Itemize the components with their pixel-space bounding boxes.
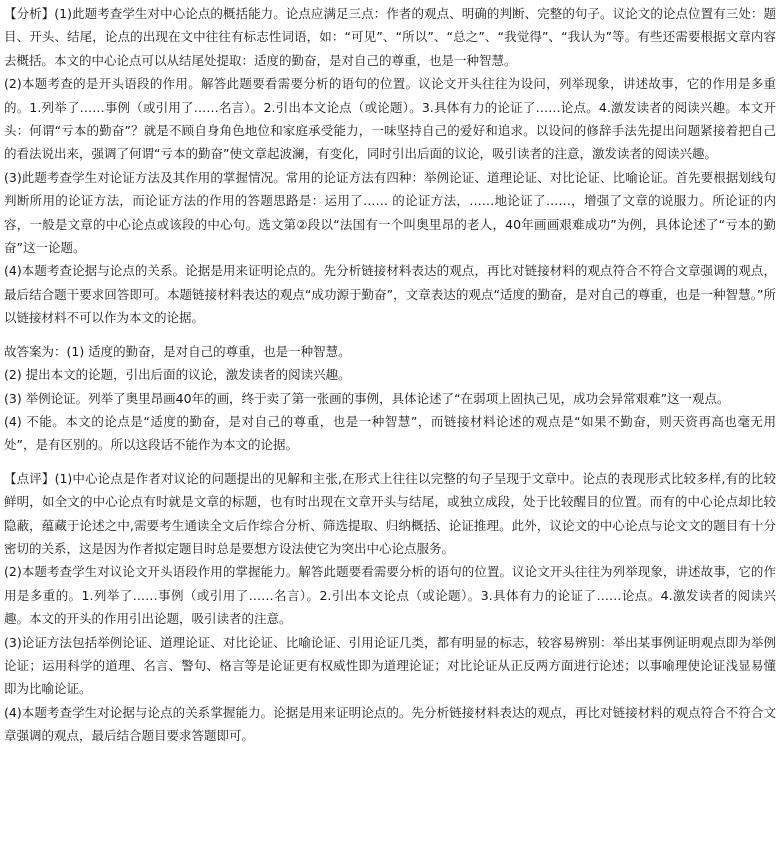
comment-paragraph-2: (2)本题考查学生对议论文开头语段作用的掌握能力。解答此题要看需要分析的语句的位置。议论文开头往往为列举现象，讲述故事，它的作用是多重的。1.列举了……事例（或引用了……名言）。2.引出本文论点（或论题）。3.具体有力的论证了……论点。4.激发读者的阅读兴趣。本文的开头的作用引出论题，吸引读者的注意。 [4, 564, 776, 627]
answer-section [4, 340, 776, 457]
analysis-paragraph-1: 【分析】(1)此题考查学生对中心论点的概括能力。论点应满足三点：作者的观点、明确的判断、完整的句子。议论文的论点位置有三处：题目、开头、结尾，论点的出现在文中往往有标志性词语，如：“可见”、“所以”、“总之”、“我觉得”、“我认为”等。有些还需要根据文章内容去概括。本文的中心论点可以从结尾处提取：适度的勤奋，是对自己的尊重，也是一种智慧。 [4, 6, 776, 68]
comment-paragraph-3: (3)论证方法包括举例论证、道理论证、对比论证、比喻论证、引用论证几类，都有明显的标志，较容易辨别：举出某事例证明观点即为举例论证；运用科学的道理、名言、警句、格言等是论证更有权威性即为道理论证；对比论证从正反两方面进行论述；以事喻理使论证浅显易懂即为比喻论证。 [4, 634, 776, 697]
comment-paragraph-4: (4)本题考查学生对论据与论点的关系掌握能力。论据是用来证明论点的。先分析链接材料表达的观点，再比对链接材料的观点符合不符合文章强调的观点，最后结合题目要求答题即可。 [4, 704, 776, 744]
answer-paragraph-3: (3) 举例论证。列举了奥里昂画40年的画，终于卖了第一张画的事例，具体论述了“在弱项上固执己见，成功会异常艰难”这一观点。 [4, 390, 730, 406]
answer-paragraph-4: (4) 不能。本文的论点是“适度的勤奋，是对自己的尊重，也是一种智慧”，而链接材料论述的观点是“如果不勤奋，则天资再高也毫无用处”，是有区别的。所以这段话不能作为本文的论据。 [4, 413, 776, 453]
analysis-paragraph-4: (4)本题考查论据与论点的关系。论据是用来证明论点的。先分析链接材料表达的观点，再比对链接材料的观点符合不符合文章强调的观点，最后结合题干要求回答即可。本题链接材料表达的观点“成功源于勤奋”，文章表达的观点“适度的勤奋，是对自己的尊重，也是一种智慧。”所以链接材料不可以作为本文的论据。 [4, 263, 776, 326]
analysis-paragraph-3: (3)此题考查学生对论证方法及其作用的掌握情况。常用的论证方法有四种：举例论证、道理论证、对比论证、比喻论证。首先要根据划线句判断所用的论证方法，而论证方法的作用的答题思路是：运用了…… 的论证方法，……地论证了……，增强了文章的说服力。所论证的内容，一般是文章的中心论点或该段的中心句。选文第②段以“法国有一个叫奥里昂的老人，40年画画艰难成功”为例，具体论述了“亏本的勤奋”这一论题。 [4, 169, 776, 256]
analysis-section [4, 2, 776, 330]
answer-paragraph-2: (2) 提出本文的论题，引出后面的议论，激发读者的阅读兴趣。 [4, 367, 351, 383]
answer-paragraph-1: 故答案为：(1) 适度的勤奋，是对自己的尊重，也是一种智慧。 [4, 343, 351, 359]
comment-paragraph-1: 【点评】(1)中心论点是作者对议论的问题提出的见解和主张,在形式上往往以完整的句子呈现于文章中。论点的表现形式比较多样,有的比较鲜明，如全文的中心论点有时就是文章的标题，也有时出现在文章开头与结尾，或独立成段，处于比较醒目的位置。而有的中心论点却比较隐蔽，蕴藏于论述之中,需要考生通读全文后作综合分析、筛选提取、归纳概括、论证推理。此外，议论文的中心论点与论文文的题目有十分密切的关系，这是因为作者拟定题目时总是要想方设法使它为突出中心论点服务。 [4, 470, 776, 556]
analysis-paragraph-2: (2)本题考查的是开头语段的作用。解答此题要看需要分析的语句的位置。议论文开头往往为设问，列举现象，讲述故事，它的作用是多重的。1.列举了……事例（或引用了……名言）。2.引出本文论点（或论题）。3.具体有力的论证了……论点。4.激发读者的阅读兴趣。本文开头：何谓“亏本的勤奋”？就是不顾自身角色地位和家庭承受能力，一味坚持自己的爱好和追求。以设问的修辞手法先提出问题紧接着把自己的看法说出来，强调了何谓“亏本的勤奋”使文章起波澜，有变化，同时引出后面的议论，吸引读者的注意，激发读者的阅读兴趣。 [4, 76, 776, 162]
comment-section [4, 467, 776, 748]
